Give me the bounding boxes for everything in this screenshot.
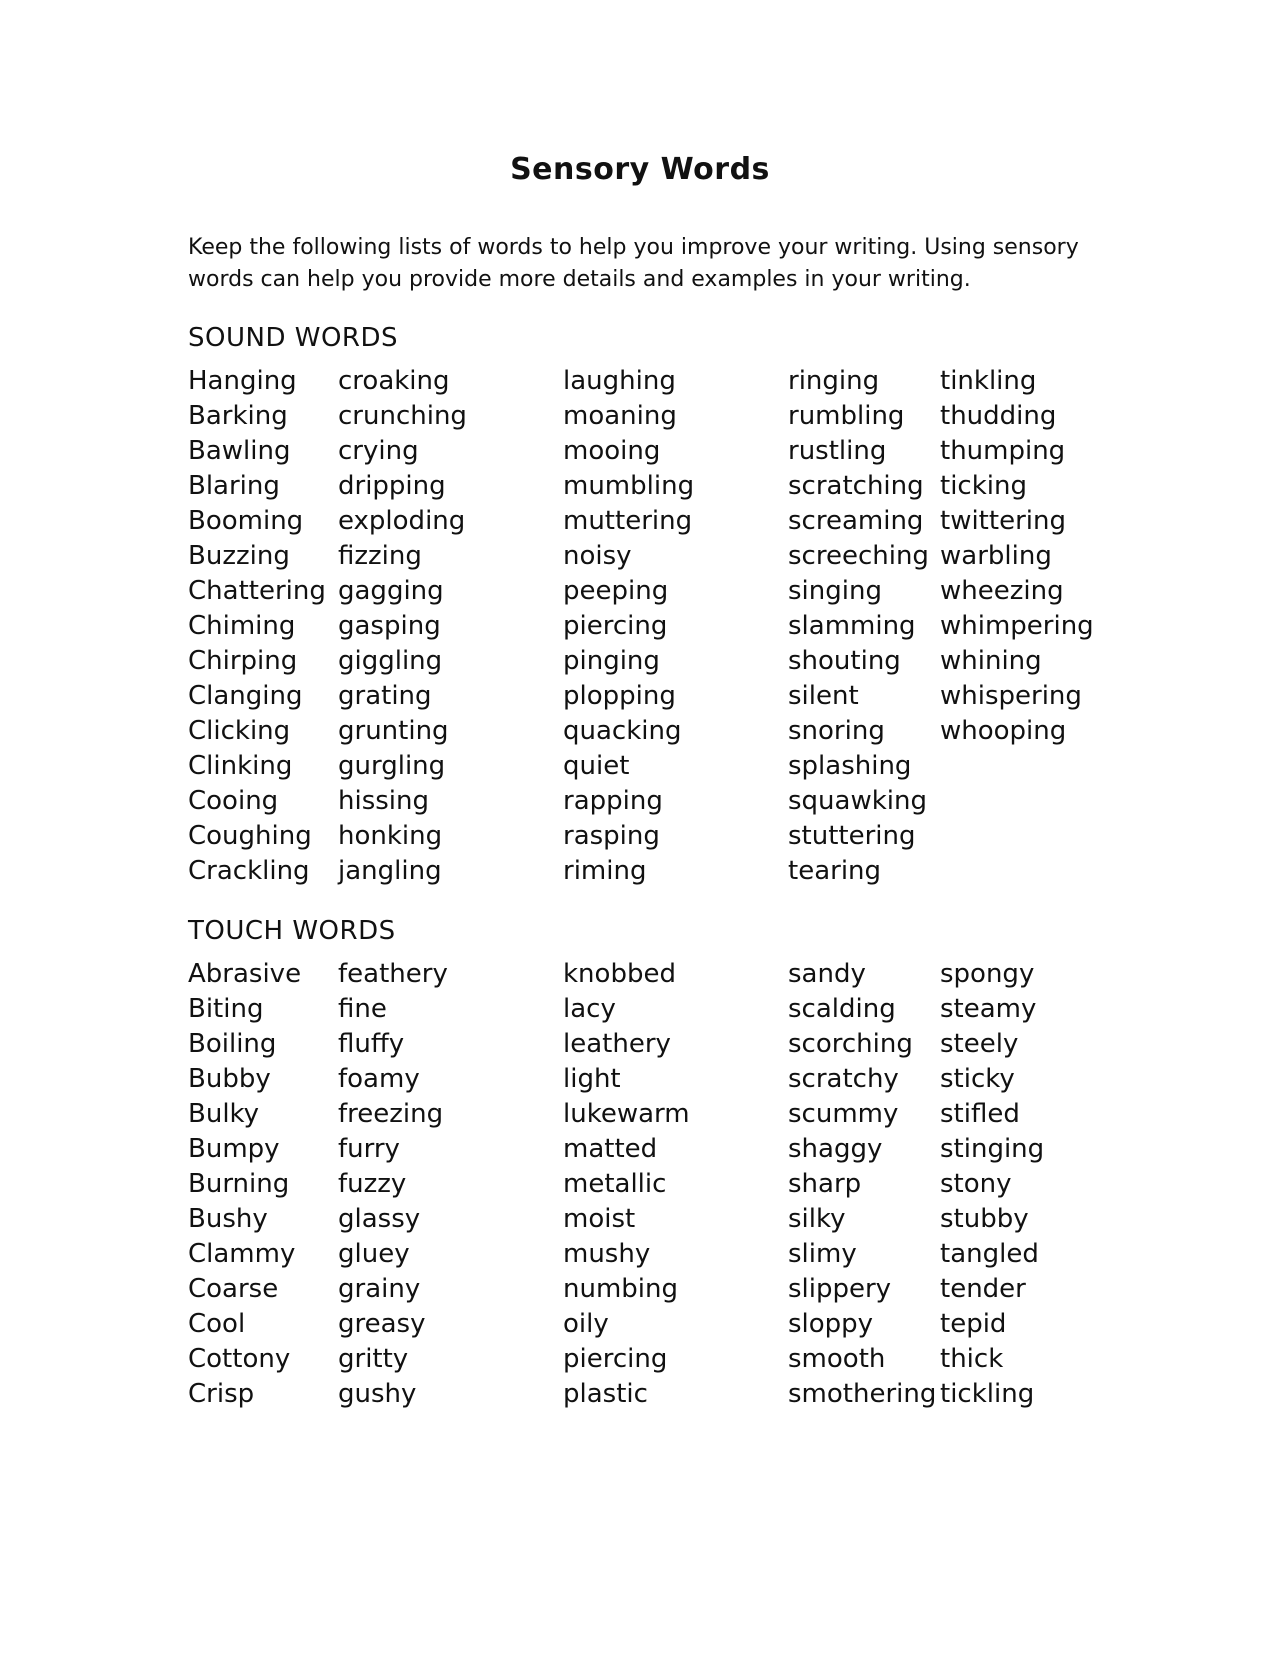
word-item: Clicking [188, 716, 291, 746]
word-item: Chattering [188, 576, 326, 606]
word-item: plopping [563, 681, 676, 711]
word-item: Buzzing [188, 541, 290, 571]
word-item: Hanging [188, 366, 297, 396]
word-item: tangled [940, 1239, 1039, 1269]
word-item: quacking [563, 716, 682, 746]
word-item: scratchy [788, 1064, 899, 1094]
word-column [563, 364, 694, 889]
word-item: Booming [188, 506, 304, 536]
word-item: Coughing [188, 821, 312, 851]
word-item: furry [338, 1134, 400, 1164]
word-item: shaggy [788, 1134, 883, 1164]
word-item: tickling [940, 1379, 1035, 1409]
word-item: foamy [338, 1064, 420, 1094]
word-item: Cottony [188, 1344, 291, 1374]
word-item: fluffy [338, 1029, 405, 1059]
word-item: grating [338, 681, 432, 711]
word-item: Cooing [188, 786, 279, 816]
word-item: lacy [563, 994, 616, 1024]
word-item: croaking [338, 366, 450, 396]
word-item: greasy [338, 1309, 426, 1339]
word-column [338, 364, 467, 889]
word-item: sticky [940, 1064, 1015, 1094]
word-item: thudding [940, 401, 1057, 431]
word-item: twittering [940, 506, 1066, 536]
word-item: Chirping [188, 646, 298, 676]
word-item: Abrasive [188, 959, 302, 989]
word-item: fizzing [338, 541, 422, 571]
word-item: Chiming [188, 611, 296, 641]
word-item: muttering [563, 506, 693, 536]
word-item: gasping [338, 611, 441, 641]
word-item: fuzzy [338, 1169, 407, 1199]
word-item: silent [788, 681, 859, 711]
word-item: Crisp [188, 1379, 255, 1409]
word-column [940, 957, 1044, 1412]
word-column [338, 957, 448, 1412]
word-item: piercing [563, 1344, 668, 1374]
word-column [788, 957, 936, 1412]
word-item: stifled [940, 1099, 1020, 1129]
word-item: whooping [940, 716, 1067, 746]
intro-line: Keep the following lists of words to help you improve your writing. Using sensory [188, 235, 1079, 260]
word-item: sloppy [788, 1309, 874, 1339]
word-column [788, 364, 929, 889]
word-item: quiet [563, 751, 630, 781]
word-item: whispering [940, 681, 1082, 711]
word-item: splashing [788, 751, 912, 781]
word-item: laughing [563, 366, 676, 396]
word-item: sharp [788, 1169, 862, 1199]
word-item: snoring [788, 716, 885, 746]
word-item: jangling [338, 856, 442, 886]
word-item: honking [338, 821, 443, 851]
word-item: tinkling [940, 366, 1037, 396]
word-item: plastic [563, 1379, 648, 1409]
word-column [940, 364, 1094, 749]
word-item: Clanging [188, 681, 303, 711]
word-item: rasping [563, 821, 660, 851]
word-item: stinging [940, 1134, 1045, 1164]
word-item: riming [563, 856, 647, 886]
word-item: tender [940, 1274, 1026, 1304]
word-item: Bumpy [188, 1134, 280, 1164]
section-heading-touch-words: TOUCH WORDS [188, 916, 396, 946]
word-item: scorching [788, 1029, 913, 1059]
word-item: exploding [338, 506, 466, 536]
intro-line: words can help you provide more details and examples in your writing. [188, 267, 971, 292]
word-item: whimpering [940, 611, 1094, 641]
word-item: warbling [940, 541, 1052, 571]
word-item: oily [563, 1309, 609, 1339]
word-item: glassy [338, 1204, 421, 1234]
word-item: Crackling [188, 856, 310, 886]
word-column [563, 957, 690, 1412]
word-item: grainy [338, 1274, 421, 1304]
word-item: sandy [788, 959, 866, 989]
word-item: Coarse [188, 1274, 279, 1304]
word-item: slippery [788, 1274, 892, 1304]
word-item: hissing [338, 786, 429, 816]
page-title: Sensory Words [510, 152, 770, 187]
intro-paragraph [188, 232, 1108, 296]
word-column [188, 957, 301, 1412]
word-item: moaning [563, 401, 677, 431]
word-item: mumbling [563, 471, 695, 501]
word-item: screaming [788, 506, 924, 536]
word-item: silky [788, 1204, 846, 1234]
word-item: scummy [788, 1099, 899, 1129]
word-item: tearing [788, 856, 882, 886]
word-item: spongy [940, 959, 1035, 989]
word-item: fine [338, 994, 387, 1024]
word-item: gritty [338, 1344, 409, 1374]
word-item: Clammy [188, 1239, 296, 1269]
word-item: slamming [788, 611, 916, 641]
word-item: gurgling [338, 751, 446, 781]
word-item: Bubby [188, 1064, 271, 1094]
word-item: squawking [788, 786, 927, 816]
word-item: steely [940, 1029, 1019, 1059]
word-item: crunching [338, 401, 467, 431]
word-item: ringing [788, 366, 880, 396]
word-item: Blaring [188, 471, 280, 501]
word-item: peeping [563, 576, 669, 606]
word-item: light [563, 1064, 621, 1094]
word-item: slimy [788, 1239, 857, 1269]
word-item: stony [940, 1169, 1012, 1199]
word-item: Barking [188, 401, 288, 431]
word-item: feathery [338, 959, 448, 989]
word-item: smooth [788, 1344, 886, 1374]
word-item: thumping [940, 436, 1066, 466]
section-heading-sound-words: SOUND WORDS [188, 323, 398, 353]
word-column [188, 364, 326, 889]
word-item: Burning [188, 1169, 290, 1199]
word-item: steamy [940, 994, 1037, 1024]
word-item: Cool [188, 1309, 246, 1339]
word-item: smothering [788, 1379, 937, 1409]
word-item: tepid [940, 1309, 1007, 1339]
word-item: gushy [338, 1379, 417, 1409]
word-item: ticking [940, 471, 1027, 501]
word-item: leathery [563, 1029, 671, 1059]
word-item: grunting [338, 716, 449, 746]
word-item: mooing [563, 436, 661, 466]
word-item: thick [940, 1344, 1004, 1374]
word-item: screeching [788, 541, 929, 571]
word-item: matted [563, 1134, 658, 1164]
word-item: crying [338, 436, 419, 466]
word-item: Bawling [188, 436, 291, 466]
word-item: shouting [788, 646, 901, 676]
word-item: giggling [338, 646, 443, 676]
word-item: scalding [788, 994, 896, 1024]
word-item: singing [788, 576, 882, 606]
word-item: dripping [338, 471, 446, 501]
word-item: rapping [563, 786, 663, 816]
word-item: noisy [563, 541, 632, 571]
word-item: numbing [563, 1274, 678, 1304]
word-item: stubby [940, 1204, 1029, 1234]
word-item: freezing [338, 1099, 444, 1129]
word-item: moist [563, 1204, 636, 1234]
word-item: rumbling [788, 401, 905, 431]
word-item: whining [940, 646, 1042, 676]
word-item: knobbed [563, 959, 676, 989]
word-item: gluey [338, 1239, 410, 1269]
word-item: Biting [188, 994, 264, 1024]
word-item: scratching [788, 471, 924, 501]
word-item: metallic [563, 1169, 667, 1199]
word-item: Bushy [188, 1204, 268, 1234]
word-item: wheezing [940, 576, 1064, 606]
word-item: piercing [563, 611, 668, 641]
word-item: mushy [563, 1239, 651, 1269]
word-item: stuttering [788, 821, 916, 851]
word-item: Bulky [188, 1099, 260, 1129]
word-item: pinging [563, 646, 660, 676]
word-item: lukewarm [563, 1099, 690, 1129]
word-item: Clinking [188, 751, 293, 781]
word-item: rustling [788, 436, 887, 466]
word-item: Boiling [188, 1029, 277, 1059]
word-item: gagging [338, 576, 444, 606]
